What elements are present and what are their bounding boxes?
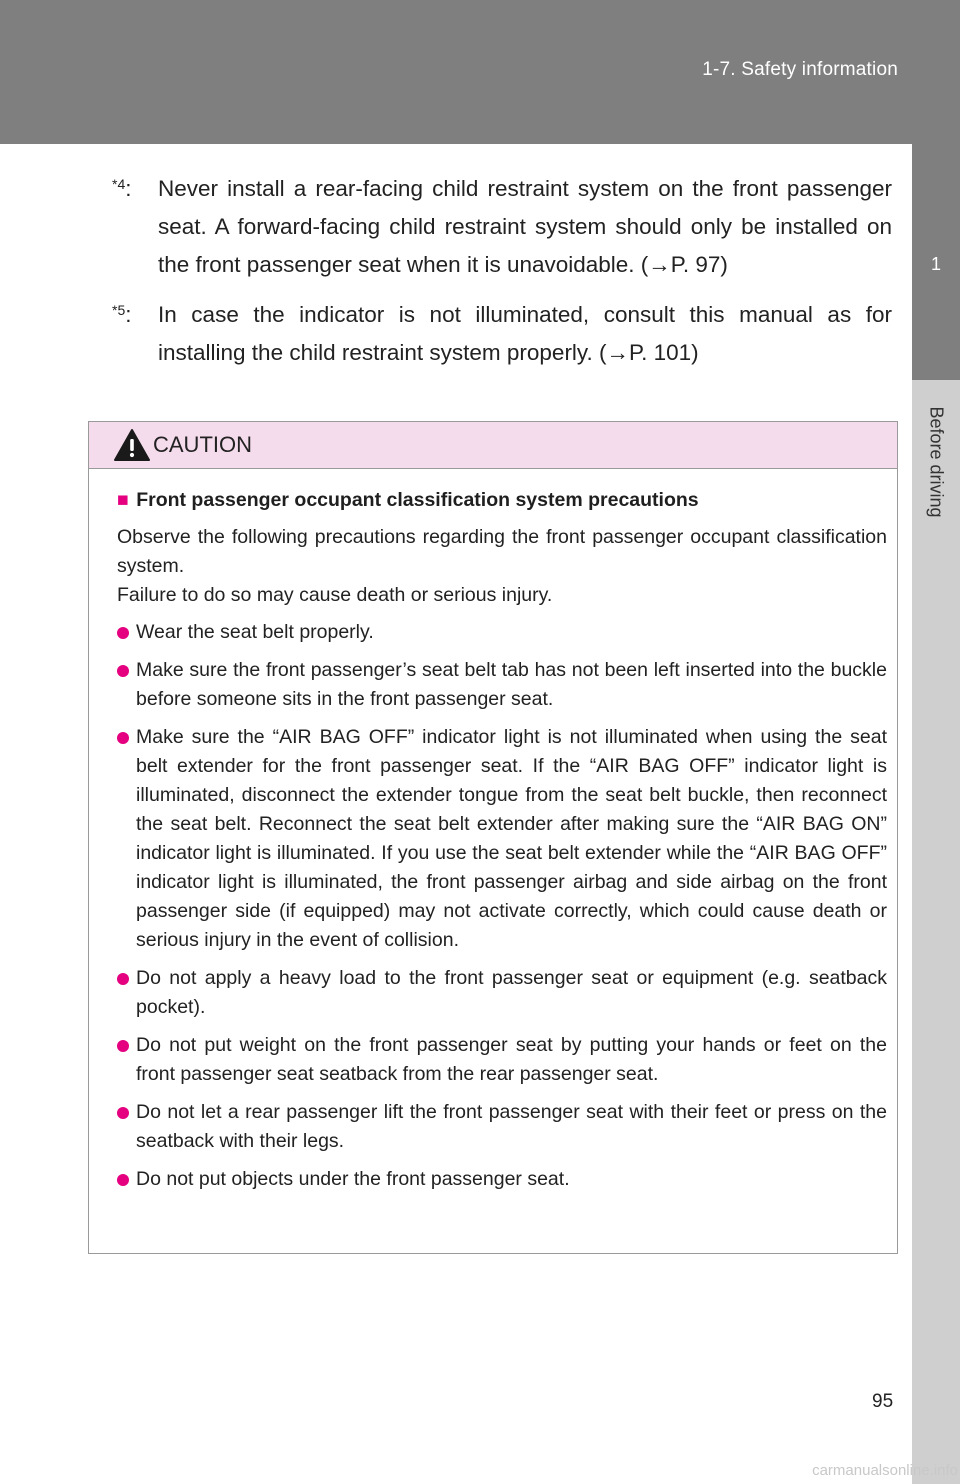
warning-triangle-icon (113, 428, 151, 462)
footnote-mark-text: *5 (112, 302, 126, 318)
footnotes (112, 170, 892, 384)
bullet-dot-icon (117, 627, 129, 639)
caution-section-title (117, 486, 887, 515)
list-item (117, 1031, 887, 1089)
bullet-dot-icon (117, 1040, 129, 1052)
bullet-dot-icon (117, 1174, 129, 1186)
caution-body (89, 469, 897, 1194)
section-title: 1-7. Safety information (702, 59, 898, 80)
caution-title: CAUTION (153, 432, 252, 457)
list-item (117, 1098, 887, 1156)
chapter-tab (912, 144, 960, 380)
chapter-number: 1 (930, 254, 941, 274)
header-band (0, 0, 960, 144)
bullet-dot-icon (117, 973, 129, 985)
list-item-text: Make sure the front passenger’s seat belt tab has not been left inserted into the buckle before someone sits in the front passenger seat. (136, 659, 887, 710)
footnote-separator: : (125, 302, 132, 327)
caution-header (89, 422, 897, 469)
footnote-mark (112, 296, 132, 334)
list-item (117, 656, 887, 714)
list-item-text: Do not put objects under the front passenger seat. (136, 1168, 570, 1190)
footnote-text: Never install a rear-facing child restraint system on the front passenger seat. A forward-facing child restraint system should only be installed on the front passenger seat when it is unavoidable. (→P. 97) (158, 176, 892, 277)
caution-intro-line: Failure to do so may cause death or serious injury. (117, 584, 553, 606)
page-number: 95 (872, 1391, 894, 1412)
caution-section-title-text: Front passenger occupant classification system precautions (136, 489, 699, 511)
caution-intro (117, 523, 887, 610)
caution-box (88, 421, 898, 1254)
bullet-dot-icon (117, 1107, 129, 1119)
footnote-separator: : (125, 176, 132, 201)
precaution-list (117, 618, 887, 1194)
list-item (117, 964, 887, 1022)
chapter-label: Before driving (926, 406, 947, 518)
list-item (117, 723, 887, 955)
list-item-text: Do not apply a heavy load to the front passenger seat or equipment (e.g. seatback pocket). (136, 967, 887, 1018)
footnote-5 (112, 296, 892, 372)
list-item-text: Make sure the “AIR BAG OFF” indicator light is not illuminated when using the seat belt extender for the front passenger seat. If the “AIR BAG OFF” indicator light is illuminated, disconnect the extender tongue from the seat belt buckle, then reconnect the seat belt. Reconnect the seat belt extender after making sure the “AIR BAG ON” indicator light is illuminated. If you use the seat belt extender while the “AIR BAG OFF” indicator light is illuminated, the front passenger airbag and side airbag on the front passenger side (if equipped) may not activate correctly, which could cause death or serious injury in the event of collision. (136, 726, 887, 951)
chapter-strip (912, 380, 960, 1484)
bullet-dot-icon (117, 732, 129, 744)
list-item-text: Wear the seat belt properly. (136, 621, 374, 643)
footnote-mark (112, 170, 132, 208)
footnote-mark-text: *4 (112, 176, 126, 192)
watermark: carmanualsonline.info (812, 1462, 958, 1479)
footnote-text: In case the indicator is not illuminated, consult this manual as for installing the child restraint system properly. (→P. 101) (158, 302, 892, 365)
list-item-text: Do not put weight on the front passenger seat by putting your hands or feet on the front passenger seat seatback from the rear passenger seat. (136, 1034, 887, 1085)
footnote-4 (112, 170, 892, 284)
list-item-text: Do not let a rear passenger lift the front passenger seat with their feet or press on the seatback with their legs. (136, 1101, 887, 1152)
list-item (117, 1165, 887, 1194)
square-bullet-icon: ■ (117, 489, 129, 511)
list-item (117, 618, 887, 647)
caution-intro-line: Observe the following precautions regarding the front passenger occupant classification system. (117, 526, 887, 577)
bullet-dot-icon (117, 665, 129, 677)
